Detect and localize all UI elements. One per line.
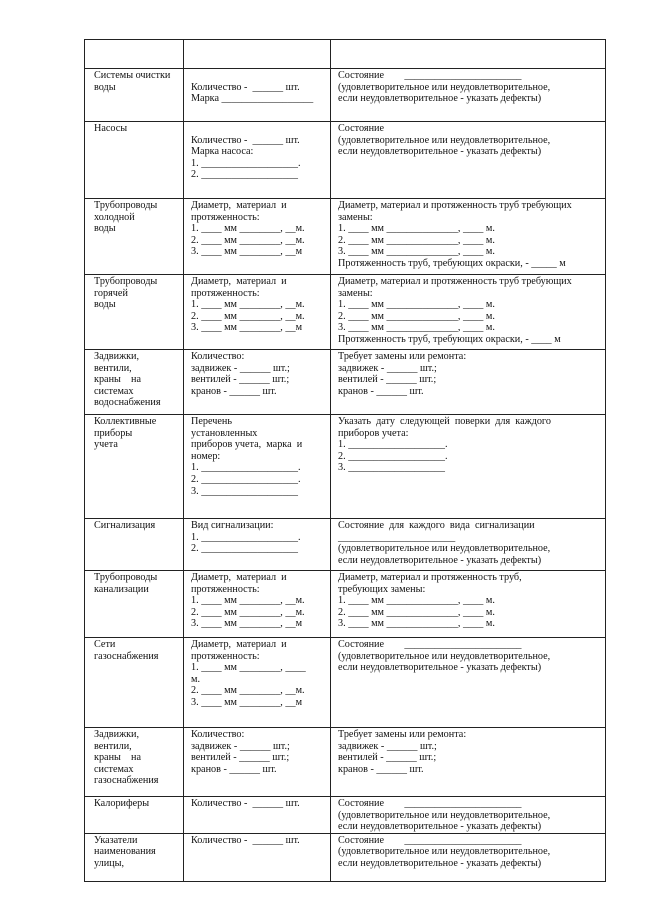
cell-line: (удовлетворительное или неудовлетворительное,: [338, 543, 551, 555]
cell-line: 2. ____ мм ________, __м.: [191, 310, 305, 322]
condition-cell: [331, 638, 606, 728]
cell-line: Протяженность труб, требующих окраски, - _____ м: [338, 257, 566, 269]
cell-line: водоснабжения: [94, 397, 161, 409]
table-row: [85, 797, 606, 834]
cell-line: Диаметр, материал и протяженность труб требующих: [338, 200, 572, 211]
cell-line: вентилей - ______ шт.;: [191, 374, 290, 386]
cell-line: Требует замены или ремонта:: [338, 729, 467, 740]
quantity-cell: [184, 638, 331, 728]
condition-cell: [331, 275, 606, 350]
cell-line: Состояние _______________________: [338, 639, 522, 650]
cell-line: Марка насоса:: [191, 146, 254, 158]
cell-line: 1. ___________________.: [191, 157, 301, 169]
cell-line: 2. ___________________: [191, 169, 298, 181]
cell-line: _______________________: [338, 531, 456, 543]
cell-line: 1. ____ мм ________, __м.: [191, 299, 305, 311]
condition-cell: [331, 69, 606, 122]
cell-line: 3. ____ мм ________, __м: [191, 618, 303, 630]
table-row: [85, 275, 606, 350]
cell-line: вентилей - ______ шт.;: [338, 374, 437, 386]
cell-line: вентили,: [94, 740, 132, 752]
cell-line: системах: [94, 763, 134, 775]
cell-line: Количество - ______ шт.: [191, 834, 300, 846]
cell-line: протяженность:: [191, 650, 260, 662]
cell-line: 3. ___________________: [191, 485, 298, 497]
cell-line: (удовлетворительное или неудовлетворительное,: [338, 650, 551, 662]
cell-line: Указатели: [94, 834, 138, 846]
condition-cell: [331, 797, 606, 834]
cell-line: Требует замены или ремонта:: [338, 351, 467, 362]
quantity-cell: [184, 519, 331, 571]
table-row: [85, 69, 606, 122]
cell-line: вентилей - ______ шт.;: [191, 752, 290, 764]
cell-line: 3. ____ мм ______________, ____ м.: [338, 618, 495, 630]
cell-line: требующих замены:: [338, 583, 426, 595]
condition-cell: [331, 40, 606, 69]
cell-line: 1. ___________________.: [191, 531, 301, 543]
cell-line: Состояние для каждого вида сигнализации: [338, 520, 535, 531]
item-name-cell: [85, 40, 184, 69]
cell-line: Вид сигнализации:: [191, 520, 274, 531]
item-name-cell: [85, 199, 184, 275]
cell-line: 3. ____ мм ________, __м: [191, 696, 303, 708]
cell-line: Диаметр, материал и: [191, 572, 287, 583]
item-name-cell: [85, 415, 184, 519]
table-row: [85, 571, 606, 638]
item-name-cell: [85, 350, 184, 415]
cell-line: Трубопроводы: [94, 200, 158, 211]
condition-cell: [331, 350, 606, 415]
cell-line: 3. ____ мм ________, __м: [191, 322, 303, 334]
cell-line: 1. ____ мм ________, __м.: [191, 223, 305, 235]
cell-line: газоснабжения: [94, 650, 159, 662]
cell-line: Количество:: [191, 351, 245, 362]
cell-line: Количество - ______ шт.: [191, 134, 300, 146]
item-name-cell: [85, 519, 184, 571]
cell-line: протяженность:: [191, 287, 260, 299]
cell-line: кранов - ______ шт.: [191, 385, 277, 397]
table-row: [85, 519, 606, 571]
quantity-cell: [184, 199, 331, 275]
quantity-cell: [184, 415, 331, 519]
cell-line: задвижек - ______ шт.;: [338, 740, 437, 752]
cell-line: 3. ___________________: [338, 462, 445, 474]
cell-line: приборы: [94, 427, 133, 439]
cell-line: 2. ___________________: [191, 543, 298, 555]
inspection-table-body: [85, 40, 606, 882]
cell-line: Состояние _______________________: [338, 798, 522, 809]
quantity-cell: [184, 797, 331, 834]
cell-line: (удовлетворительное или неудовлетворительное,: [338, 809, 551, 821]
cell-line: если неудовлетворительное - указать дефекты): [338, 662, 542, 674]
cell-line: холодной: [94, 211, 135, 223]
quantity-cell: [184, 122, 331, 199]
inspection-table: [84, 39, 606, 882]
cell-line: улицы,: [94, 857, 125, 869]
cell-line: Перечень: [191, 416, 232, 427]
cell-line: 1. ____ мм ______________, ____ м.: [338, 595, 495, 607]
quantity-cell: [184, 69, 331, 122]
cell-line: 3. ____ мм ________, __м: [191, 246, 303, 258]
cell-line: протяженность:: [191, 211, 260, 223]
item-name-cell: [85, 122, 184, 199]
cell-line: 2. ____ мм ______________, ____ м.: [338, 606, 495, 618]
cell-line: Состояние _______________________: [338, 70, 522, 81]
cell-line: замены:: [338, 287, 373, 299]
cell-line: вентили,: [94, 362, 132, 374]
cell-line: воды: [94, 223, 116, 235]
cell-line: Состояние: [338, 123, 384, 134]
cell-line: протяженность:: [191, 583, 260, 595]
cell-line: Указать дату следующей поверки для каждого: [338, 416, 551, 427]
cell-line: м.: [191, 673, 200, 685]
cell-line: 2. ___________________.: [191, 473, 301, 485]
cell-line: если неудовлетворительное - указать дефекты): [338, 146, 542, 158]
item-name-cell: [85, 797, 184, 834]
cell-line: кранов - ______ шт.: [191, 763, 277, 775]
cell-line: кранов - ______ шт.: [338, 385, 424, 397]
cell-line: 1. ___________________.: [191, 462, 301, 474]
cell-line: Диаметр, материал и протяженность труб требующих: [338, 276, 572, 287]
table-row: [85, 833, 606, 881]
condition-cell: [331, 833, 606, 881]
quantity-cell: [184, 275, 331, 350]
quantity-cell: [184, 40, 331, 69]
cell-line: 3. ____ мм ______________, ____ м.: [338, 322, 495, 334]
quantity-cell: [184, 350, 331, 415]
cell-line: Калориферы: [94, 798, 150, 809]
cell-line: 2. ____ мм ________, __м.: [191, 234, 305, 246]
table-row: [85, 415, 606, 519]
cell-line: Диаметр, материал и: [191, 276, 287, 287]
item-name-cell: [85, 275, 184, 350]
cell-line: Протяженность труб, требующих окраски, - ____ м: [338, 333, 561, 345]
cell-line: 2. ____ мм ________, __м.: [191, 685, 305, 697]
cell-line: Трубопроводы: [94, 276, 158, 287]
cell-line: Сети: [94, 639, 116, 650]
item-name-cell: [85, 728, 184, 797]
item-name-cell: [85, 571, 184, 638]
cell-line: кранов - ______ шт.: [338, 763, 424, 775]
cell-line: (удовлетворительное или неудовлетворительное,: [338, 134, 551, 146]
quantity-cell: [184, 833, 331, 881]
condition-cell: [331, 199, 606, 275]
cell-line: Диаметр, материал и: [191, 639, 287, 650]
cell-line: 1. ____ мм ________, ____: [191, 662, 306, 674]
table-row: [85, 122, 606, 199]
cell-line: номер:: [191, 450, 221, 462]
cell-line: Задвижки,: [94, 351, 140, 362]
condition-cell: [331, 415, 606, 519]
cell-line: (удовлетворительное или неудовлетворительное,: [338, 846, 551, 858]
cell-line: 2. ____ мм ______________, ____ м.: [338, 310, 495, 322]
cell-line: [191, 123, 326, 135]
quantity-cell: [184, 728, 331, 797]
cell-line: если неудовлетворительное - указать дефекты): [338, 93, 542, 105]
cell-line: задвижек - ______ шт.;: [191, 362, 290, 374]
cell-line: 1. ____ мм ________, __м.: [191, 595, 305, 607]
cell-line: (удовлетворительное или неудовлетворительное,: [338, 81, 551, 93]
cell-line: Диаметр, материал и протяженность труб,: [338, 572, 522, 583]
cell-line: вентилей - ______ шт.;: [338, 752, 437, 764]
cell-line: если неудовлетворительное - указать дефекты): [338, 554, 542, 566]
cell-line: 1. ____ мм ______________, ____ м.: [338, 223, 495, 235]
cell-line: замены:: [338, 211, 373, 223]
cell-line: задвижек - ______ шт.;: [338, 362, 437, 374]
table-row: [85, 350, 606, 415]
cell-line: приборов учета:: [338, 427, 409, 439]
cell-line: Марка __________________: [191, 93, 314, 105]
cell-line: учета: [94, 439, 118, 451]
item-name-cell: [85, 833, 184, 881]
cell-line: Трубопроводы: [94, 572, 158, 583]
cell-line: Системы очистки: [94, 70, 171, 81]
cell-line: 3. ____ мм ______________, ____ м.: [338, 246, 495, 258]
cell-line: Коллективные: [94, 416, 157, 427]
cell-line: Сигнализация: [94, 520, 156, 531]
cell-line: канализации: [94, 583, 149, 595]
condition-cell: [331, 519, 606, 571]
cell-line: если неудовлетворительное - указать дефекты): [338, 857, 542, 869]
cell-line: задвижек - ______ шт.;: [191, 740, 290, 752]
table-row: [85, 638, 606, 728]
condition-cell: [331, 122, 606, 199]
cell-line: приборов учета, марка и: [191, 439, 303, 451]
cell-line: наименования: [94, 846, 156, 858]
condition-cell: [331, 728, 606, 797]
cell-line: Насосы: [94, 123, 128, 134]
cell-line: если неудовлетворительное - указать дефекты): [338, 821, 542, 833]
cell-line: 2. ____ мм ________, __м.: [191, 606, 305, 618]
table-row: [85, 728, 606, 797]
quantity-cell: [184, 571, 331, 638]
cell-line: 2. ____ мм ______________, ____ м.: [338, 234, 495, 246]
item-name-cell: [85, 69, 184, 122]
cell-line: воды: [94, 299, 116, 311]
cell-line: Количество - ______ шт.: [191, 81, 300, 93]
cell-line: воды: [94, 81, 116, 93]
cell-line: краны на: [94, 374, 142, 386]
item-name-cell: [85, 638, 184, 728]
condition-cell: [331, 571, 606, 638]
cell-line: установленных: [191, 427, 258, 439]
table-row: [85, 199, 606, 275]
cell-line: газоснабжения: [94, 775, 159, 787]
cell-line: краны на: [94, 752, 142, 764]
cell-line: 2. ___________________.: [338, 450, 448, 462]
cell-line: 1. ____ мм ______________, ____ м.: [338, 299, 495, 311]
cell-line: 1. ___________________.: [338, 439, 448, 451]
cell-line: Задвижки,: [94, 729, 140, 740]
cell-line: [191, 70, 326, 82]
cell-line: системах: [94, 385, 134, 397]
table-row: [85, 40, 606, 69]
cell-line: Диаметр, материал и: [191, 200, 287, 211]
cell-line: горячей: [94, 287, 128, 299]
cell-line: Количество - ______ шт.: [191, 798, 300, 809]
cell-line: Состояние _______________________: [338, 834, 522, 846]
cell-line: Количество:: [191, 729, 245, 740]
